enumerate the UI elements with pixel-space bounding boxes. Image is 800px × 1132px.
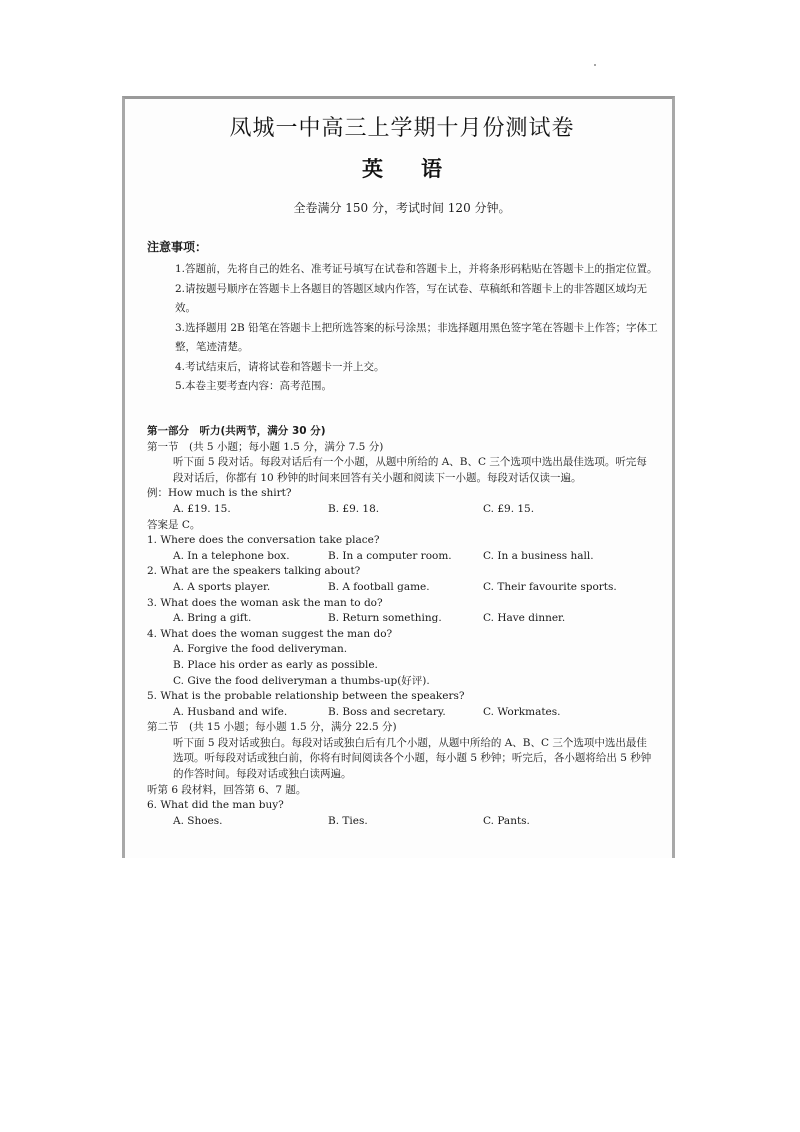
question-6-options xyxy=(147,814,657,830)
option-a: A. Forgive the food deliveryman. xyxy=(173,643,348,656)
option-c: C. Have dinner. xyxy=(483,612,566,625)
subject-title xyxy=(147,153,657,183)
option-a: A. Husband and wife. xyxy=(173,705,288,718)
notice-item: 1.答题前，先将自己的姓名、准考证号填写在试卷和答题卡上，并将条形码粘贴在答题卡上的指定位置。 xyxy=(175,263,658,275)
option-c: C. £9. 15. xyxy=(483,502,535,515)
option-b: B. Boss and secretary. xyxy=(328,705,446,718)
subject-char-1: 英 xyxy=(362,157,383,181)
question-6: 6. What did the man buy? xyxy=(147,799,284,812)
section-instruction: 听下面 5 段对话或独白。每段对话或独白后有几个小题，从题中所给的 A、B、C 三个选项中选出最佳选项。听每段对话或独白前，你将有时间阅读各个小题，每小题 5 秒钟；听完后，各小题将给出 5 秒钟的作答时间。每段对话或独白读两遍。 xyxy=(173,736,652,781)
question-2-options xyxy=(147,580,657,596)
option-b: B. £9. 18. xyxy=(328,502,380,515)
notice-item: 5.本卷主要考查内容：高考范围。 xyxy=(175,380,333,392)
option-c: C. Their favourite sports. xyxy=(483,580,617,593)
notice-item: 2.请按题号顺序在答题卡上各题目的答题区域内作答，写在试卷、草稿纸和答题卡上的非答题区域均无效。 xyxy=(175,282,648,314)
exam-meta: 全卷满分 150 分，考试时间 120 分钟。 xyxy=(293,201,511,215)
question-1: 1. Where does the conversation take place? xyxy=(147,534,380,547)
notice-item: 4.考试结束后，请将试卷和答题卡一并上交。 xyxy=(175,360,385,373)
exam-title: 凤城一中高三上学期十月份测试卷 xyxy=(229,116,575,141)
section-heading: 第二节 (共 15 小题；每小题 1.5 分，满分 22.5 分) xyxy=(147,721,397,734)
listening-section xyxy=(147,424,657,829)
question-1-options xyxy=(147,549,657,565)
option-a: A. Bring a gift. xyxy=(173,612,252,625)
option-c: C. Pants. xyxy=(483,814,530,827)
notice-heading: 注意事项： xyxy=(147,240,208,254)
question-4-options xyxy=(147,642,657,689)
example-answer: 答案是 C。 xyxy=(147,518,201,531)
example-options xyxy=(147,502,657,518)
option-a: A. A sports player. xyxy=(173,580,271,593)
section-heading: 第一节 (共 5 小题；每小题 1.5 分，满分 7.5 分) xyxy=(147,440,384,453)
option-c: C. Workmates. xyxy=(483,705,561,718)
notice-list xyxy=(175,260,663,397)
option-b: B. Ties. xyxy=(328,814,368,827)
option-a: A. £19. 15. xyxy=(173,502,231,515)
material-note: 听第 6 段材料，回答第 6、7 题。 xyxy=(147,783,307,796)
option-a: A. Shoes. xyxy=(173,814,223,827)
question-5: 5. What is the probable relationship between the speakers? xyxy=(147,690,465,703)
section-instruction: 听下面 5 段对话。每段对话后有一个小题，从题中所给的 A、B、C 三个选项中选出最佳选项。听完每段对话后，你都有 10 秒钟的时间来回答有关小题和阅读下一小题。每段对话仅读一遍。 xyxy=(173,456,647,484)
example-question: 例：How much is the shirt? xyxy=(147,487,292,500)
option-c: C. In a business hall. xyxy=(483,549,594,562)
option-b: B. In a computer room. xyxy=(328,549,452,562)
option-a: A. In a telephone box. xyxy=(173,549,290,562)
question-2: 2. What are the speakers talking about? xyxy=(147,565,361,578)
option-b: B. A football game. xyxy=(328,580,430,593)
question-3-options xyxy=(147,611,657,627)
notice-item: 3.选择题用 2B 铅笔在答题卡上把所选答案的标号涂黑；非选择题用黑色签字笔在答题卡上作答；字体工整，笔迹清楚。 xyxy=(175,321,658,353)
option-c: C. Give the food deliveryman a thumbs-up(好评). xyxy=(173,674,430,687)
option-b: B. Return something. xyxy=(328,612,442,625)
option-b: B. Place his order as early as possible. xyxy=(173,658,378,671)
scan-speck xyxy=(594,64,596,66)
question-4: 4. What does the woman suggest the man do? xyxy=(147,627,393,640)
part-heading: 第一部分 听力(共两节，满分 30 分) xyxy=(147,425,326,437)
question-5-options xyxy=(147,705,657,721)
question-3: 3. What does the woman ask the man to do? xyxy=(147,596,383,609)
exam-paper xyxy=(122,96,675,858)
subject-char-2: 语 xyxy=(421,157,442,181)
